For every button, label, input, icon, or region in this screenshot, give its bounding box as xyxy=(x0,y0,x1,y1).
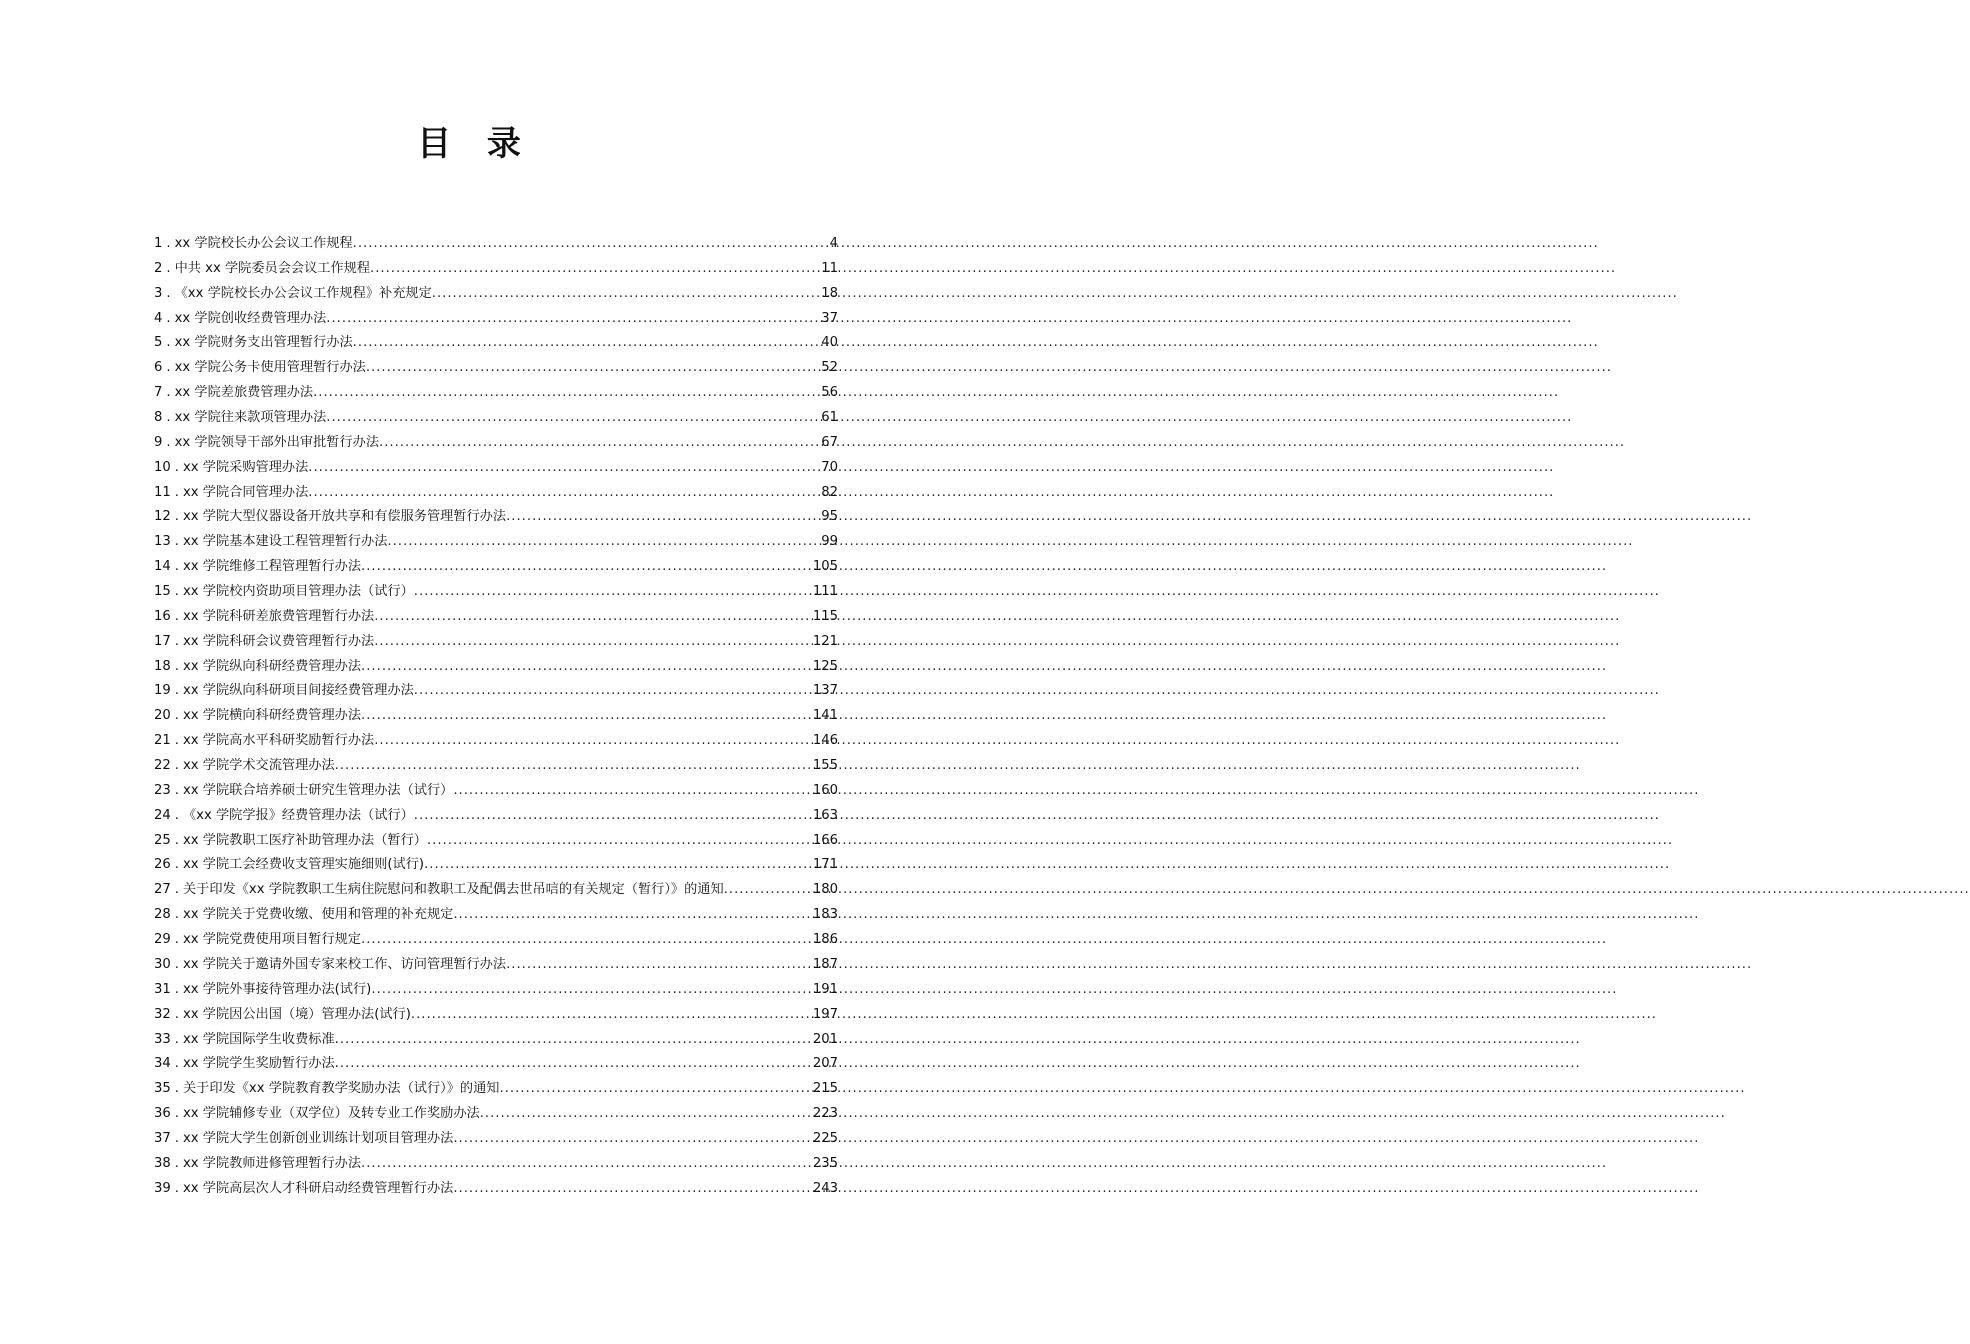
toc-entry-number: 30 xyxy=(154,956,171,972)
toc-dot-leader xyxy=(453,903,812,928)
toc-entry[interactable] xyxy=(154,704,838,729)
toc-entry-separator: . xyxy=(174,832,179,848)
toc-entry-number: 4 xyxy=(154,310,163,326)
toc-entry-separator: . xyxy=(174,608,179,624)
toc-entry-page-number: 243 xyxy=(812,1180,838,1196)
toc-entry[interactable] xyxy=(154,307,838,332)
toc-entry-separator: . xyxy=(174,857,179,873)
toc-entry[interactable] xyxy=(154,356,838,381)
toc-entry[interactable] xyxy=(154,456,838,481)
toc-entry-number: 20 xyxy=(154,708,171,724)
toc-entry[interactable] xyxy=(154,679,838,704)
toc-entry-number: 33 xyxy=(154,1031,171,1047)
toc-entry-page-number: 141 xyxy=(812,708,838,724)
toc-entry-separator: . xyxy=(174,1155,179,1171)
toc-entry-title: xx 学院党费使用项目暂行规定 xyxy=(182,932,362,948)
toc-entry-separator: . xyxy=(166,285,171,301)
toc-entry-number: 29 xyxy=(154,932,171,948)
toc-entry[interactable] xyxy=(154,804,838,829)
toc-entry-page-number: 186 xyxy=(812,932,838,948)
toc-entry[interactable] xyxy=(154,406,838,431)
toc-dot-leader xyxy=(370,257,821,282)
toc-entry-separator: . xyxy=(174,584,179,600)
toc-entry-number: 19 xyxy=(154,683,171,699)
toc-dot-leader xyxy=(335,1052,813,1077)
toc-entry-separator: . xyxy=(174,1130,179,1146)
page-title: 目 录 xyxy=(417,124,533,164)
toc-entry-separator: . xyxy=(174,708,179,724)
toc-entry-page-number: 191 xyxy=(812,981,838,997)
toc-dot-leader xyxy=(387,530,821,555)
toc-entry-title: xx 学院科研会议费管理暂行办法 xyxy=(182,633,375,649)
toc-entry-title: xx 学院学术交流管理办法 xyxy=(182,758,335,774)
toc-dot-leader xyxy=(361,555,813,580)
toc-entry-number: 7 xyxy=(154,385,163,401)
toc-entry-page-number: 160 xyxy=(812,782,838,798)
toc-entry[interactable] xyxy=(154,903,838,928)
toc-entry-page-number: 137 xyxy=(812,683,838,699)
toc-entry-page-number: 223 xyxy=(812,1106,838,1122)
toc-dot-leader xyxy=(453,1177,812,1202)
toc-entry-title: xx 学院外事接待管理办法(试行) xyxy=(182,981,372,997)
toc-entry-number: 26 xyxy=(154,857,171,873)
toc-dot-leader xyxy=(432,282,821,307)
toc-entry-title: xx 学院往来款项管理办法 xyxy=(174,410,327,426)
toc-entry-separator: . xyxy=(174,1106,179,1122)
toc-entry-page-number: 37 xyxy=(821,310,838,326)
toc-dot-leader xyxy=(453,1127,812,1152)
toc-entry-page-number: 67 xyxy=(821,434,838,450)
toc-entry-separator: . xyxy=(174,733,179,749)
toc-entry-title: xx 学院差旅费管理办法 xyxy=(174,385,314,401)
toc-entry-title: 《xx 学院学报》经费管理办法（试行） xyxy=(182,807,414,823)
toc-dot-leader xyxy=(414,580,813,605)
toc-dot-leader xyxy=(371,978,813,1003)
toc-entry-number: 34 xyxy=(154,1056,171,1072)
toc-dot-leader xyxy=(427,829,813,854)
toc-entry-title: xx 学院联合培养硕士研究生管理办法（试行） xyxy=(182,782,454,798)
toc-entry-title: 中共 xx 学院委员会会议工作规程 xyxy=(174,260,371,276)
toc-dot-leader xyxy=(374,729,813,754)
toc-entry[interactable] xyxy=(154,1127,838,1152)
toc-entry-page-number: 82 xyxy=(821,484,838,500)
toc-entry-number: 3 xyxy=(154,285,163,301)
toc-dot-leader xyxy=(366,356,821,381)
toc-dot-leader xyxy=(361,655,813,680)
toc-entry-title: xx 学院校长办公会议工作规程 xyxy=(174,236,353,251)
toc-entry-separator: . xyxy=(174,658,179,674)
toc-entry-separator: . xyxy=(166,260,171,276)
toc-entry[interactable] xyxy=(154,630,838,655)
toc-entry[interactable] xyxy=(154,1028,838,1053)
toc-entry-number: 39 xyxy=(154,1180,171,1196)
toc-entry-separator: . xyxy=(174,807,179,823)
toc-entry-number: 10 xyxy=(154,459,171,475)
toc-dot-leader xyxy=(326,307,821,332)
toc-entry-title: xx 学院因公出国（境）管理办法(试行) xyxy=(182,1006,411,1022)
toc-entry-page-number: 215 xyxy=(812,1081,838,1097)
toc-entry[interactable] xyxy=(154,1052,838,1077)
toc-entry-separator: . xyxy=(174,758,179,774)
toc-dot-leader xyxy=(361,1152,813,1177)
toc-entry[interactable] xyxy=(154,530,838,555)
toc-entry-title: xx 学院关于邀请外国专家来校工作、访问管理暂行办法 xyxy=(182,956,507,972)
toc-dot-leader xyxy=(361,928,813,953)
toc-entry[interactable] xyxy=(154,655,838,680)
toc-entry-separator: . xyxy=(174,459,179,475)
toc-entry-number: 22 xyxy=(154,758,171,774)
toc-dot-leader xyxy=(453,779,812,804)
toc-entry-number: 12 xyxy=(154,509,171,525)
toc-dot-leader xyxy=(379,431,821,456)
toc-entry-title: xx 学院维修工程管理暂行办法 xyxy=(182,559,362,575)
toc-entry[interactable] xyxy=(154,282,838,307)
toc-entry-separator: . xyxy=(174,932,179,948)
toc-entry-page-number: 18 xyxy=(821,285,838,301)
table-of-contents xyxy=(154,232,838,1202)
toc-entry-title: xx 学院大学生创新创业训练计划项目管理办法 xyxy=(182,1130,454,1146)
toc-entry-title: xx 学院横向科研经费管理办法 xyxy=(182,708,362,724)
toc-entry-page-number: 155 xyxy=(812,758,838,774)
toc-entry-number: 24 xyxy=(154,807,171,823)
toc-entry-number: 2 xyxy=(154,260,163,276)
toc-entry-number: 8 xyxy=(154,410,163,426)
toc-entry-title: xx 学院纵向科研经费管理办法 xyxy=(182,658,362,674)
toc-entry-number: 21 xyxy=(154,733,171,749)
toc-entry-title: xx 学院辅修专业（双学位）及转专业工作奖励办法 xyxy=(182,1106,480,1122)
toc-entry-page-number: 52 xyxy=(821,360,838,376)
toc-entry-title: 关于印发《xx 学院教育教学奖励办法（试行）》的通知 xyxy=(182,1081,500,1097)
toc-entry-page-number: 197 xyxy=(812,1006,838,1022)
toc-dot-leader xyxy=(308,456,821,481)
toc-entry-separator: . xyxy=(166,335,171,351)
toc-entry-separator: . xyxy=(166,434,171,450)
toc-entry-separator: . xyxy=(174,534,179,550)
toc-entry-page-number: 207 xyxy=(812,1056,838,1072)
toc-dot-leader xyxy=(500,1077,813,1102)
toc-entry-title: xx 学院纵向科研项目间接经费管理办法 xyxy=(182,683,414,699)
toc-entry-title: xx 学院工会经费收支管理实施细则(试行) xyxy=(182,857,425,873)
toc-entry-separator: . xyxy=(174,683,179,699)
toc-entry-number: 18 xyxy=(154,658,171,674)
toc-entry-separator: . xyxy=(174,484,179,500)
toc-entry-page-number: 4 xyxy=(829,236,838,251)
toc-entry[interactable] xyxy=(154,928,838,953)
toc-entry-number: 9 xyxy=(154,434,163,450)
toc-entry-number: 17 xyxy=(154,633,171,649)
toc-entry-number: 15 xyxy=(154,584,171,600)
toc-entry-number: 6 xyxy=(154,360,163,376)
toc-entry-page-number: 11 xyxy=(821,260,838,276)
toc-entry[interactable] xyxy=(154,605,838,630)
toc-entry-separator: . xyxy=(174,559,179,575)
toc-entry-separator: . xyxy=(174,1006,179,1022)
toc-entry[interactable] xyxy=(154,1077,838,1102)
toc-dot-leader xyxy=(361,704,813,729)
toc-entry[interactable] xyxy=(154,555,838,580)
toc-entry[interactable] xyxy=(154,1152,838,1177)
toc-entry[interactable] xyxy=(154,1003,838,1028)
toc-entry-number: 25 xyxy=(154,832,171,848)
toc-dot-leader xyxy=(374,630,813,655)
toc-entry-title: xx 学院领导干部外出审批暂行办法 xyxy=(174,434,380,450)
toc-entry-number: 1 xyxy=(154,236,163,251)
toc-entry-separator: . xyxy=(174,1031,179,1047)
toc-entry-title: xx 学院科研差旅费管理暂行办法 xyxy=(182,608,375,624)
toc-entry-number: 5 xyxy=(154,335,163,351)
toc-entry-title: xx 学院高层次人才科研启动经费管理暂行办法 xyxy=(182,1180,454,1196)
toc-entry-number: 23 xyxy=(154,782,171,798)
toc-entry-separator: . xyxy=(174,907,179,923)
toc-entry-page-number: 166 xyxy=(812,832,838,848)
toc-entry-title: xx 学院大型仪器设备开放共享和有偿服务管理暂行办法 xyxy=(182,509,507,525)
toc-dot-leader xyxy=(414,804,813,829)
toc-entry-title: xx 学院高水平科研奖励暂行办法 xyxy=(182,733,375,749)
toc-entry[interactable] xyxy=(154,878,838,903)
toc-entry-page-number: 183 xyxy=(812,907,838,923)
toc-dot-leader xyxy=(335,754,813,779)
toc-entry-page-number: 125 xyxy=(812,658,838,674)
toc-entry-page-number: 70 xyxy=(821,459,838,475)
toc-dot-leader xyxy=(506,953,813,978)
toc-entry-page-number: 115 xyxy=(812,608,838,624)
toc-entry-page-number: 187 xyxy=(812,956,838,972)
toc-dot-leader xyxy=(411,1003,813,1028)
toc-entry-separator: . xyxy=(174,956,179,972)
toc-entry[interactable] xyxy=(154,257,838,282)
toc-entry-page-number: 201 xyxy=(812,1031,838,1047)
toc-entry-title: xx 学院国际学生收费标准 xyxy=(182,1031,335,1047)
toc-entry-separator: . xyxy=(174,1081,179,1097)
toc-dot-leader xyxy=(480,1102,813,1127)
toc-entry-page-number: 111 xyxy=(812,584,838,600)
toc-entry[interactable] xyxy=(154,978,838,1003)
toc-entry-separator: . xyxy=(174,782,179,798)
toc-entry[interactable] xyxy=(154,232,838,257)
toc-dot-leader xyxy=(374,605,813,630)
toc-entry[interactable] xyxy=(154,381,838,406)
toc-dot-leader xyxy=(335,1028,813,1053)
toc-entry-title: 关于印发《xx 学院教职工生病住院慰问和教职工及配偶去世吊唁的有关规定（暂行）》的通知 xyxy=(182,882,724,898)
toc-entry[interactable] xyxy=(154,853,838,878)
toc-entry-separator: . xyxy=(174,633,179,649)
toc-entry-number: 14 xyxy=(154,559,171,575)
toc-entry-number: 38 xyxy=(154,1155,171,1171)
toc-entry[interactable] xyxy=(154,1177,838,1202)
toc-entry-title: xx 学院财务支出管理暂行办法 xyxy=(174,335,353,351)
toc-entry-page-number: 225 xyxy=(812,1130,838,1146)
toc-entry-number: 13 xyxy=(154,534,171,550)
toc-entry-title: xx 学院采购管理办法 xyxy=(182,459,309,475)
toc-dot-leader xyxy=(724,878,813,903)
toc-entry[interactable] xyxy=(154,331,838,356)
toc-entry[interactable] xyxy=(154,481,838,506)
toc-entry-title: xx 学院创收经费管理办法 xyxy=(174,310,327,326)
toc-entry-number: 32 xyxy=(154,1006,171,1022)
toc-entry[interactable] xyxy=(154,580,838,605)
toc-entry-number: 36 xyxy=(154,1106,171,1122)
toc-entry-page-number: 171 xyxy=(812,857,838,873)
toc-entry-separator: . xyxy=(174,1056,179,1072)
toc-entry-title: xx 学院教师进修管理暂行办法 xyxy=(182,1155,362,1171)
toc-dot-leader xyxy=(308,481,821,506)
toc-entry-separator: . xyxy=(166,236,171,251)
toc-entry-separator: . xyxy=(174,509,179,525)
toc-entry-title: xx 学院公务卡使用管理暂行办法 xyxy=(174,360,366,376)
toc-entry[interactable] xyxy=(154,505,838,530)
toc-entry-title: xx 学院学生奖励暂行办法 xyxy=(182,1056,335,1072)
toc-entry-number: 28 xyxy=(154,907,171,923)
toc-dot-leader xyxy=(313,381,821,406)
toc-dot-leader xyxy=(506,505,821,530)
toc-entry-page-number: 61 xyxy=(821,410,838,426)
toc-entry[interactable] xyxy=(154,953,838,978)
toc-entry[interactable] xyxy=(154,829,838,854)
toc-entry-title: xx 学院关于党费收缴、使用和管理的补充规定 xyxy=(182,907,454,923)
toc-entry-separator: . xyxy=(166,310,171,326)
toc-entry-page-number: 95 xyxy=(821,509,838,525)
toc-entry[interactable] xyxy=(154,779,838,804)
toc-entry-separator: . xyxy=(174,882,179,898)
toc-entry-separator: . xyxy=(166,410,171,426)
toc-entry[interactable] xyxy=(154,431,838,456)
toc-entry-number: 31 xyxy=(154,981,171,997)
toc-entry[interactable] xyxy=(154,1102,838,1127)
toc-entry-page-number: 56 xyxy=(821,385,838,401)
toc-entry-page-number: 163 xyxy=(812,807,838,823)
toc-dot-leader xyxy=(414,679,813,704)
toc-entry-page-number: 121 xyxy=(812,633,838,649)
toc-entry-number: 35 xyxy=(154,1081,171,1097)
toc-entry-page-number: 105 xyxy=(812,559,838,575)
toc-entry-page-number: 40 xyxy=(821,335,838,351)
toc-dot-leader xyxy=(326,406,821,431)
toc-entry-page-number: 99 xyxy=(821,534,838,550)
toc-dot-leader xyxy=(353,331,822,356)
toc-entry-title: xx 学院基本建设工程管理暂行办法 xyxy=(182,534,388,550)
toc-entry-page-number: 180 xyxy=(812,882,838,898)
toc-entry-number: 27 xyxy=(154,882,171,898)
toc-entry-title: xx 学院教职工医疗补助管理办法（暂行） xyxy=(182,832,427,848)
toc-entry-number: 16 xyxy=(154,608,171,624)
toc-entry-number: 37 xyxy=(154,1130,171,1146)
toc-entry-separator: . xyxy=(174,1180,179,1196)
toc-entry-number: 11 xyxy=(154,484,171,500)
toc-entry-title: 《xx 学院校长办公会议工作规程》补充规定 xyxy=(174,285,432,301)
toc-dot-leader xyxy=(424,853,813,878)
toc-entry-title: xx 学院合同管理办法 xyxy=(182,484,309,500)
toc-entry-separator: . xyxy=(166,360,171,376)
toc-entry[interactable] xyxy=(154,754,838,779)
toc-entry-page-number: 146 xyxy=(812,733,838,749)
toc-entry-page-number: 235 xyxy=(812,1155,838,1171)
toc-entry-separator: . xyxy=(166,385,171,401)
toc-dot-leader xyxy=(353,232,830,257)
toc-entry[interactable] xyxy=(154,729,838,754)
toc-entry-separator: . xyxy=(174,981,179,997)
toc-entry-title: xx 学院校内资助项目管理办法（试行） xyxy=(182,584,414,600)
